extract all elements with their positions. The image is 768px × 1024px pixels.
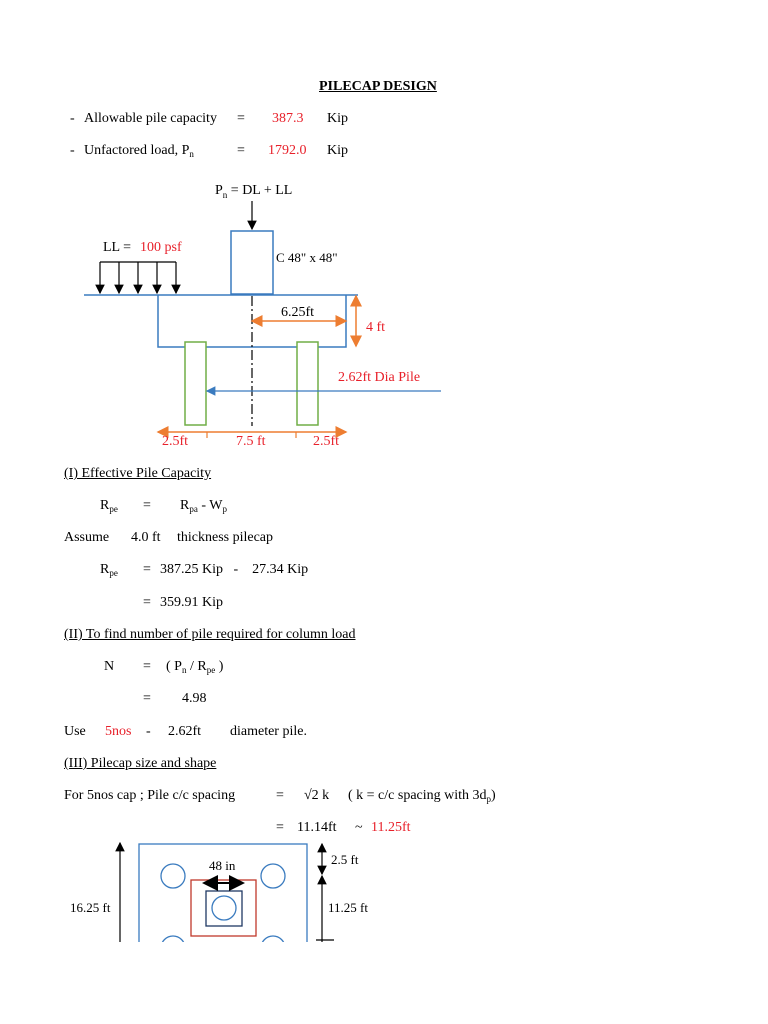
live-load-arrows [100,262,176,293]
pilecap-elevation-diagram [0,0,768,460]
pile-circle-bottom-left [161,936,185,942]
spacing-rounded: 11.25ft [371,820,411,835]
sec1-heading: (I) Effective Pile Capacity [64,466,212,481]
dim-625: 6.25ft [281,305,315,320]
rpe-eq-2: = [143,562,151,577]
rpe-eq-3: = [143,595,151,610]
dim-4ft: 4 ft [366,320,386,335]
use-diameter: 2.62ft [168,724,202,739]
rpe-result: 359.91 Kip [160,595,223,610]
spacing-eq-1: = [276,788,284,803]
pile-right [297,342,318,425]
use-text: diameter pile. [230,724,307,739]
n-value: 4.98 [182,691,207,706]
pile-circle-bottom-right [261,936,285,942]
dim-75: 7.5 ft [236,434,266,449]
unfactored-eq: = [237,143,245,158]
pilecap-plan-diagram [0,836,768,942]
column-outline [231,231,273,294]
use-label: Use [64,724,86,739]
n-formula: ( $P_n / R_{pe}$ ) [166,659,224,675]
pile-left [185,342,206,425]
pn-label: $P_n$ = DL + LL [215,183,293,200]
assume-text: thickness pilecap [177,530,274,545]
n-eq-2: = [143,691,151,706]
spacing-tilde: ~ [355,820,363,835]
n-eq-1: = [143,659,151,674]
use-dash: - [146,724,151,739]
rpe-formula: $R_{pa} - W_p$ [180,498,227,514]
n-lhs: N [104,659,115,674]
unfactored-unit: Kip [327,143,348,158]
rpe-values: 387.25 Kip - 27.34 Kip [160,562,309,577]
column-label: C 48" x 48" [276,250,338,265]
rpe-eq-1: = [143,498,151,513]
allowable-dash: - [70,111,75,126]
spacing-computed: 11.14ft [297,820,337,835]
dim-1125: 11.25 ft [328,900,368,915]
ll-value: 100 psf [140,240,182,255]
allowable-label: Allowable pile capacity [84,111,217,126]
ll-label: LL = [103,240,131,255]
page-title: PILECAP DESIGN [319,79,437,94]
unfactored-value: 1792.0 [268,143,307,158]
use-count: 5nos [105,724,132,739]
allowable-unit: Kip [327,111,348,126]
column-zone-outline [191,880,256,936]
sec3-heading: (III) Pilecap size and shape [64,756,217,771]
spacing-label: For 5nos cap ; Pile c/c spacing [64,788,236,803]
assume-label: Assume [64,530,110,545]
sec2-heading: (II) To find number of pile required for column load [64,627,356,642]
dim-1625: 16.25 ft [70,900,111,915]
rpe-lhs-2: $R_{pe}$ [100,562,118,578]
rpe-lhs-1: $R_{pe}$ [100,498,118,514]
spacing-formula: √2 k [304,788,330,803]
dim-25: 2.5 ft [331,852,359,867]
unfactored-dash: - [70,143,75,158]
pile-circle-top-right [261,864,285,888]
assume-thickness: 4.0 ft [131,530,161,545]
pile-dia-label: 2.62ft Dia Pile [338,370,421,385]
pile-circle-top-left [161,864,185,888]
dim-48in: 48 in [209,858,236,873]
allowable-eq: = [237,111,245,126]
dim-25-right: 2.5ft [313,434,340,449]
pile-circle-center [212,896,236,920]
dim-25-left: 2.5ft [162,434,189,449]
allowable-value: 387.3 [272,111,304,126]
spacing-eq-2: = [276,820,284,835]
unfactored-label: Unfactored load, $P_n$ [84,143,194,159]
spacing-note: ( k = c/c spacing with $3d_p$) [348,788,496,804]
